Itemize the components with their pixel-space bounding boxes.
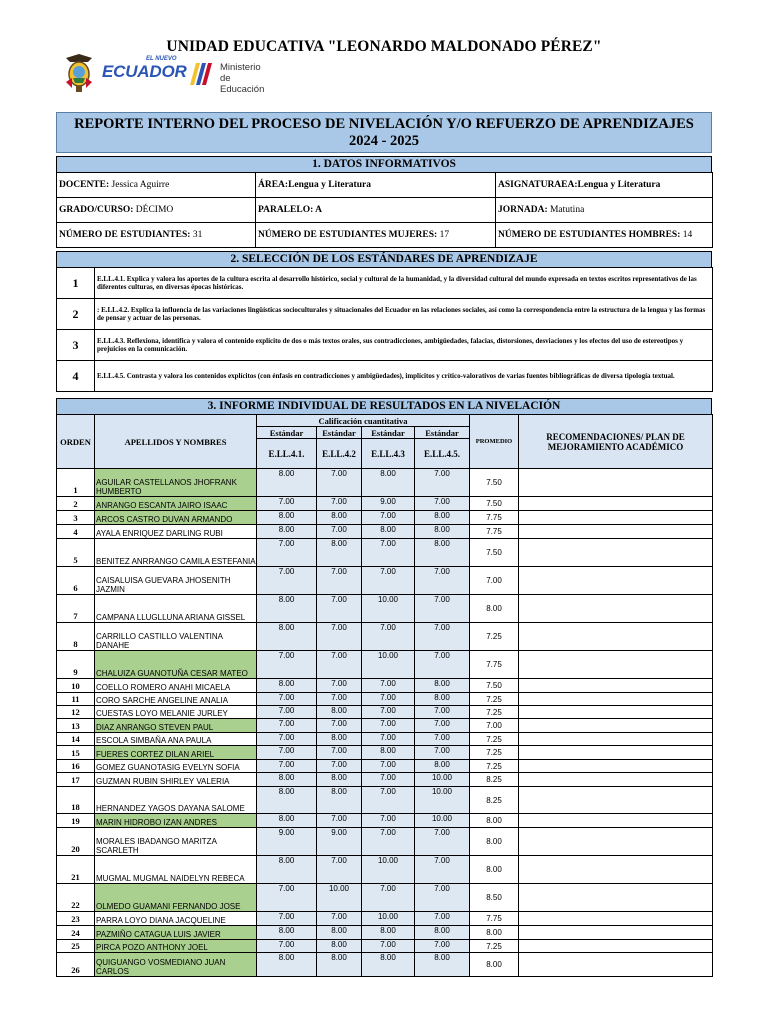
score-cell: 8.00: [257, 525, 317, 539]
recomendacion-cell: [519, 912, 713, 926]
recomendacion-cell: [519, 746, 713, 760]
nombres-header: APELLIDOS Y NOMBRES: [95, 415, 257, 469]
orden-cell: 2: [57, 497, 95, 511]
student-name: PARRA LOYO DIANA JACQUELINE: [95, 912, 257, 926]
student-name: CAMPANA LLUGLLUNA ARIANA GISSEL: [95, 595, 257, 623]
orden-cell: 5: [57, 539, 95, 567]
score-cell: 7.00: [415, 567, 470, 595]
table-row: [57, 539, 713, 567]
promedio-cell: 7.00: [470, 719, 519, 733]
recomendacion-cell: [519, 733, 713, 746]
score-cell: 7.00: [317, 679, 362, 693]
e3-header: E.LL.4.3: [362, 439, 415, 469]
score-cell: 9.00: [257, 828, 317, 856]
recomendacion-cell: [519, 719, 713, 733]
score-cell: 8.00: [317, 539, 362, 567]
score-cell: 10.00: [415, 814, 470, 828]
score-cell: 8.00: [415, 525, 470, 539]
recomendacion-cell: [519, 787, 713, 814]
score-cell: 8.00: [317, 706, 362, 719]
promedio-cell: 7.25: [470, 940, 519, 953]
table-row: [57, 814, 713, 828]
promedio-cell: 8.25: [470, 787, 519, 814]
orden-cell: 18: [57, 787, 95, 814]
asignatura-cell: ASIGNATURAEA:Lengua y Literatura: [496, 173, 713, 198]
score-cell: 8.00: [415, 539, 470, 567]
report-title: REPORTE INTERNO DEL PROCESO DE NIVELACIÓN Y/O REFUERZO DE APRENDIZAJES 2024 - 2025: [56, 112, 712, 153]
score-cell: 8.00: [257, 926, 317, 940]
promedio-cell: 7.25: [470, 693, 519, 706]
grado-cell: GRADO/CURSO: DÉCIMO: [57, 198, 256, 223]
score-cell: 7.00: [257, 651, 317, 679]
score-cell: 8.00: [362, 926, 415, 940]
score-cell: 7.00: [362, 814, 415, 828]
student-name: QUIGUANGO VOSMEDIANO JUAN CARLOS: [95, 953, 257, 977]
info-row: [57, 223, 713, 248]
score-cell: 8.00: [317, 926, 362, 940]
student-name: CARRILLO CASTILLO VALENTINA DANAHE: [95, 623, 257, 651]
results-table: [56, 414, 713, 977]
score-cell: 8.00: [257, 595, 317, 623]
table-row: [57, 567, 713, 595]
orden-cell: 26: [57, 953, 95, 977]
standard-number: 1: [57, 268, 95, 299]
score-cell: 7.00: [415, 746, 470, 760]
recomendacion-cell: [519, 828, 713, 856]
score-cell: 10.00: [362, 856, 415, 884]
recomendacion-cell: [519, 693, 713, 706]
student-name: DIAZ ANRANGO STEVEN PAUL: [95, 719, 257, 733]
orden-cell: 23: [57, 912, 95, 926]
orden-cell: 22: [57, 884, 95, 912]
student-name: AYALA ENRIQUEZ DARLING RUBI: [95, 525, 257, 539]
table-row: [57, 828, 713, 856]
docente-cell: DOCENTE: Jessica Aguirre: [57, 173, 256, 198]
standard-row: [57, 361, 713, 392]
info-table: [56, 172, 713, 248]
student-name: MARIN HIDROBO IZAN ANDRES: [95, 814, 257, 828]
recomendacion-cell: [519, 595, 713, 623]
score-cell: 7.00: [317, 623, 362, 651]
score-cell: 7.00: [257, 746, 317, 760]
table-row: [57, 497, 713, 511]
score-cell: 8.00: [317, 787, 362, 814]
score-cell: 7.00: [415, 497, 470, 511]
score-cell: 7.00: [415, 623, 470, 651]
score-cell: 8.00: [362, 525, 415, 539]
recomendacion-cell: [519, 539, 713, 567]
recomendacion-cell: [519, 525, 713, 539]
score-cell: 7.00: [362, 539, 415, 567]
calificacion-header: Calificación cuantitativa: [257, 415, 470, 427]
score-cell: 7.00: [362, 693, 415, 706]
orden-cell: 9: [57, 651, 95, 679]
estandar-header: Estándar: [362, 427, 415, 439]
logo-tagline: EL NUEVO: [146, 56, 177, 62]
orden-cell: 21: [57, 856, 95, 884]
logo-ecuador: ECUADOR: [102, 62, 187, 81]
orden-cell: 17: [57, 773, 95, 787]
table-row: [57, 733, 713, 746]
score-cell: 10.00: [317, 884, 362, 912]
score-cell: 8.00: [317, 940, 362, 953]
promedio-cell: 8.00: [470, 926, 519, 940]
score-cell: 7.00: [257, 497, 317, 511]
table-row: [57, 926, 713, 940]
standards-table: [56, 267, 713, 392]
table-row: [57, 469, 713, 497]
orden-cell: 16: [57, 760, 95, 773]
score-cell: 8.00: [317, 773, 362, 787]
e2-header: E.LL.4.2: [317, 439, 362, 469]
orden-header: ORDEN: [57, 415, 95, 469]
score-cell: 7.00: [257, 719, 317, 733]
score-cell: 7.00: [362, 733, 415, 746]
promedio-cell: 7.50: [470, 679, 519, 693]
standard-text: E.LL.4.3. Reflexiona, identifica y valora el contenido explícito de dos o más textos orales, sus contradicciones, ambigüedades, falacias, distorsiones, desviaciones y los efectos del uso de estereotipos y prejuicios en la comunicación.: [95, 330, 713, 361]
promedio-cell: 8.00: [470, 953, 519, 977]
score-cell: 7.00: [415, 719, 470, 733]
orden-cell: 7: [57, 595, 95, 623]
promedio-cell: 7.75: [470, 511, 519, 525]
score-cell: 8.00: [362, 746, 415, 760]
recomendacion-cell: [519, 511, 713, 525]
score-cell: 7.00: [257, 693, 317, 706]
promedio-cell: 7.25: [470, 733, 519, 746]
promedio-cell: 8.25: [470, 773, 519, 787]
student-name: MUGMAL MUGMAL NAIDELYN REBECA: [95, 856, 257, 884]
score-cell: 7.00: [415, 733, 470, 746]
jornada-cell: JORNADA: Matutina: [496, 198, 713, 223]
table-row: [57, 953, 713, 977]
score-cell: 7.00: [362, 706, 415, 719]
recomendacion-cell: [519, 651, 713, 679]
info-row: [57, 198, 713, 223]
table-row: [57, 706, 713, 719]
score-cell: 7.00: [415, 940, 470, 953]
paralelo-cell: PARALELO: A: [256, 198, 496, 223]
score-cell: 8.00: [257, 623, 317, 651]
promedio-cell: 7.75: [470, 651, 519, 679]
student-name: GOMEZ GUANOTASIG EVELYN SOFIA: [95, 760, 257, 773]
student-name: PIRCA POZO ANTHONY JOEL: [95, 940, 257, 953]
table-row: [57, 525, 713, 539]
standard-row: [57, 330, 713, 361]
promedio-cell: 7.50: [470, 539, 519, 567]
recomendacion-cell: [519, 679, 713, 693]
score-cell: 7.00: [415, 912, 470, 926]
recomendacion-cell: [519, 497, 713, 511]
table-row: [57, 595, 713, 623]
promedio-cell: 8.50: [470, 884, 519, 912]
orden-cell: 25: [57, 940, 95, 953]
score-cell: 10.00: [362, 595, 415, 623]
score-cell: 7.00: [317, 497, 362, 511]
score-cell: 8.00: [257, 953, 317, 977]
score-cell: 7.00: [257, 760, 317, 773]
student-name: MORALES IBADANGO MARITZA SCARLETH: [95, 828, 257, 856]
score-cell: 7.00: [362, 773, 415, 787]
recomendacion-cell: [519, 953, 713, 977]
recomendacion-cell: [519, 623, 713, 651]
estandar-header: Estándar: [415, 427, 470, 439]
promedio-cell: 8.00: [470, 595, 519, 623]
recomendacion-cell: [519, 567, 713, 595]
student-name: CORO SARCHE ANGELINE ANALIA: [95, 693, 257, 706]
table-row: [57, 884, 713, 912]
student-name: CHALUIZA GUANOTUÑA CESAR MATEO: [95, 651, 257, 679]
score-cell: 7.00: [317, 719, 362, 733]
num-estudiantes-cell: NÚMERO DE ESTUDIANTES: 31: [57, 223, 256, 248]
score-cell: 7.00: [317, 567, 362, 595]
promedio-header: PROMEDIO: [470, 415, 519, 469]
recomendacion-cell: [519, 760, 713, 773]
score-cell: 7.00: [362, 940, 415, 953]
score-cell: 8.00: [415, 953, 470, 977]
standard-number: 2: [57, 299, 95, 330]
recomendacion-cell: [519, 814, 713, 828]
score-cell: 8.00: [257, 787, 317, 814]
orden-cell: 1: [57, 469, 95, 497]
orden-cell: 24: [57, 926, 95, 940]
score-cell: 7.00: [257, 912, 317, 926]
score-cell: 8.00: [257, 511, 317, 525]
score-cell: 7.00: [317, 693, 362, 706]
promedio-cell: 7.50: [470, 497, 519, 511]
orden-cell: 13: [57, 719, 95, 733]
score-cell: 8.00: [362, 953, 415, 977]
score-cell: 7.00: [415, 651, 470, 679]
student-name: PAZMIÑO CATAGUA LUIS JAVIER: [95, 926, 257, 940]
score-cell: 10.00: [415, 773, 470, 787]
promedio-cell: 7.25: [470, 706, 519, 719]
score-cell: 7.00: [362, 884, 415, 912]
flag-stripes-icon: [190, 61, 216, 87]
e1-header: E.LL.4.1.: [257, 439, 317, 469]
orden-cell: 3: [57, 511, 95, 525]
table-row: [57, 746, 713, 760]
promedio-cell: 8.00: [470, 828, 519, 856]
score-cell: 8.00: [257, 773, 317, 787]
standard-number: 3: [57, 330, 95, 361]
score-cell: 7.00: [415, 706, 470, 719]
score-cell: 7.00: [317, 814, 362, 828]
mujeres-cell: NÚMERO DE ESTUDIANTES MUJERES: 17: [256, 223, 496, 248]
standard-number: 4: [57, 361, 95, 392]
score-cell: 7.00: [257, 567, 317, 595]
orden-cell: 19: [57, 814, 95, 828]
score-cell: 10.00: [415, 787, 470, 814]
score-cell: 7.00: [257, 940, 317, 953]
score-cell: 10.00: [362, 651, 415, 679]
orden-cell: 12: [57, 706, 95, 719]
estandar-header: Estándar: [317, 427, 362, 439]
score-cell: 7.00: [317, 856, 362, 884]
section-3-header: 3. INFORME INDIVIDUAL DE RESULTADOS EN LA NIVELACIÓN: [56, 398, 712, 415]
estandar-header: Estándar: [257, 427, 317, 439]
standard-text: E.LL.4.5. Contrasta y valora los contenidos explícitos (con énfasis en contradicciones y ambigüedades), implícitos y crítico-valorativos de varias fuentes bibliográficas de diversa tipología textual.: [95, 361, 713, 392]
table-row: [57, 651, 713, 679]
student-name: BENITEZ ANRRANGO CAMILA ESTEFANIA: [95, 539, 257, 567]
promedio-cell: 7.75: [470, 912, 519, 926]
student-name: CUESTAS LOYO MELANIE JURLEY: [95, 706, 257, 719]
orden-cell: 20: [57, 828, 95, 856]
score-cell: 7.00: [415, 884, 470, 912]
score-cell: 7.00: [415, 828, 470, 856]
score-cell: 7.00: [317, 525, 362, 539]
score-cell: 7.00: [257, 706, 317, 719]
score-cell: 7.00: [415, 595, 470, 623]
standard-row: [57, 268, 713, 299]
promedio-cell: 7.25: [470, 746, 519, 760]
promedio-cell: 7.25: [470, 623, 519, 651]
orden-cell: 4: [57, 525, 95, 539]
student-name: AGUILAR CASTELLANOS JHOFRANK HUMBERTO: [95, 469, 257, 497]
student-name: GUZMAN RUBIN SHIRLEY VALERIA: [95, 773, 257, 787]
recomendacion-cell: [519, 469, 713, 497]
student-name: ANRANGO ESCANTA JAIRO ISAAC: [95, 497, 257, 511]
promedio-cell: 8.00: [470, 814, 519, 828]
score-cell: 7.00: [415, 856, 470, 884]
recomendaciones-header: RECOMENDACIONES/ PLAN DE MEJORAMIENTO ACADÉMICO: [519, 415, 713, 469]
score-cell: 8.00: [415, 926, 470, 940]
hombres-cell: NÚMERO DE ESTUDIANTES HOMBRES: 14: [496, 223, 713, 248]
score-cell: 7.00: [362, 787, 415, 814]
table-row: [57, 773, 713, 787]
score-cell: 9.00: [317, 828, 362, 856]
table-row: [57, 511, 713, 525]
score-cell: 7.00: [317, 746, 362, 760]
score-cell: 7.00: [362, 719, 415, 733]
student-name: ARCOS CASTRO DUVAN ARMANDO: [95, 511, 257, 525]
area-cell: ÁREA:Lengua y Literatura: [256, 173, 496, 198]
score-cell: 8.00: [257, 856, 317, 884]
orden-cell: 15: [57, 746, 95, 760]
student-name: COELLO ROMERO ANAHI MICAELA: [95, 679, 257, 693]
score-cell: 8.00: [415, 511, 470, 525]
score-cell: 8.00: [415, 760, 470, 773]
score-cell: 8.00: [257, 469, 317, 497]
score-cell: 7.00: [362, 828, 415, 856]
table-row: [57, 760, 713, 773]
section-1-header: 1. DATOS INFORMATIVOS: [56, 156, 712, 173]
student-name: ESCOLA SIMBAÑA ANA PAULA: [95, 733, 257, 746]
promedio-cell: 7.75: [470, 525, 519, 539]
student-name: HERNANDEZ YAGOS DAYANA SALOME: [95, 787, 257, 814]
score-cell: 8.00: [317, 733, 362, 746]
score-cell: 7.00: [317, 469, 362, 497]
score-cell: 8.00: [317, 953, 362, 977]
score-cell: 8.00: [362, 469, 415, 497]
score-cell: 7.00: [317, 595, 362, 623]
recomendacion-cell: [519, 926, 713, 940]
score-cell: 8.00: [317, 511, 362, 525]
score-cell: 8.00: [257, 814, 317, 828]
standard-text: : E.LL.4.2. Explica la influencia de las variaciones lingüísticas socioculturales y situacionales del Ecuador en las relaciones sociales, así como la correspondencia entre la estructura de la lengua y las formas de pensar y actuar de las personas.: [95, 299, 713, 330]
info-row: [57, 173, 713, 198]
recomendacion-cell: [519, 856, 713, 884]
score-cell: 7.00: [362, 679, 415, 693]
score-cell: 7.00: [257, 539, 317, 567]
score-cell: 7.00: [362, 760, 415, 773]
table-row: [57, 940, 713, 953]
recomendacion-cell: [519, 884, 713, 912]
table-row: [57, 856, 713, 884]
score-cell: 7.00: [317, 651, 362, 679]
section-2-header: 2. SELECCIÓN DE LOS ESTÁNDARES DE APRENDIZAJE: [56, 251, 712, 268]
promedio-cell: 7.25: [470, 760, 519, 773]
table-row: [57, 787, 713, 814]
score-cell: 7.00: [362, 567, 415, 595]
school-title: UNIDAD EDUCATIVA "LEONARDO MALDONADO PÉREZ": [166, 38, 602, 55]
table-row: [57, 623, 713, 651]
score-cell: 8.00: [415, 693, 470, 706]
standard-text: E.LL.4.1. Explica y valora los aportes de la cultura escrita al desarrollo histórico, social y cultural de la humanidad, y la diversidad cultural del mundo expresada en textos escritos representativos de las diferentes culturas, en diversas épocas históricas.: [95, 268, 713, 299]
score-cell: 7.00: [257, 884, 317, 912]
student-name: CAISALUISA GUEVARA JHOSENITH JAZMIN: [95, 567, 257, 595]
table-row: [57, 693, 713, 706]
logo-ministerio: Ministerio de Educación: [220, 62, 265, 95]
recomendacion-cell: [519, 773, 713, 787]
score-cell: 7.00: [362, 511, 415, 525]
orden-cell: 6: [57, 567, 95, 595]
table-row: [57, 912, 713, 926]
orden-cell: 8: [57, 623, 95, 651]
score-cell: 7.00: [257, 733, 317, 746]
standard-row: [57, 299, 713, 330]
recomendacion-cell: [519, 706, 713, 719]
score-cell: 7.00: [362, 623, 415, 651]
score-cell: 7.00: [317, 912, 362, 926]
recomendacion-cell: [519, 940, 713, 953]
student-name: OLMEDO GUAMANI FERNANDO JOSE: [95, 884, 257, 912]
ministry-logo: [62, 52, 265, 95]
score-cell: 8.00: [415, 679, 470, 693]
orden-cell: 10: [57, 679, 95, 693]
orden-cell: 11: [57, 693, 95, 706]
promedio-cell: 7.00: [470, 567, 519, 595]
score-cell: 10.00: [362, 912, 415, 926]
score-cell: 9.00: [362, 497, 415, 511]
promedio-cell: 7.50: [470, 469, 519, 497]
e4-header: E.LL.4.5.: [415, 439, 470, 469]
score-cell: 7.00: [415, 469, 470, 497]
promedio-cell: 8.00: [470, 856, 519, 884]
table-row: [57, 679, 713, 693]
table-row: [57, 719, 713, 733]
header-row: [57, 415, 713, 427]
student-name: FUERES CORTEZ DILAN ARIEL: [95, 746, 257, 760]
orden-cell: 14: [57, 733, 95, 746]
coat-of-arms-icon: [62, 52, 96, 94]
score-cell: 8.00: [257, 679, 317, 693]
score-cell: 7.00: [317, 760, 362, 773]
